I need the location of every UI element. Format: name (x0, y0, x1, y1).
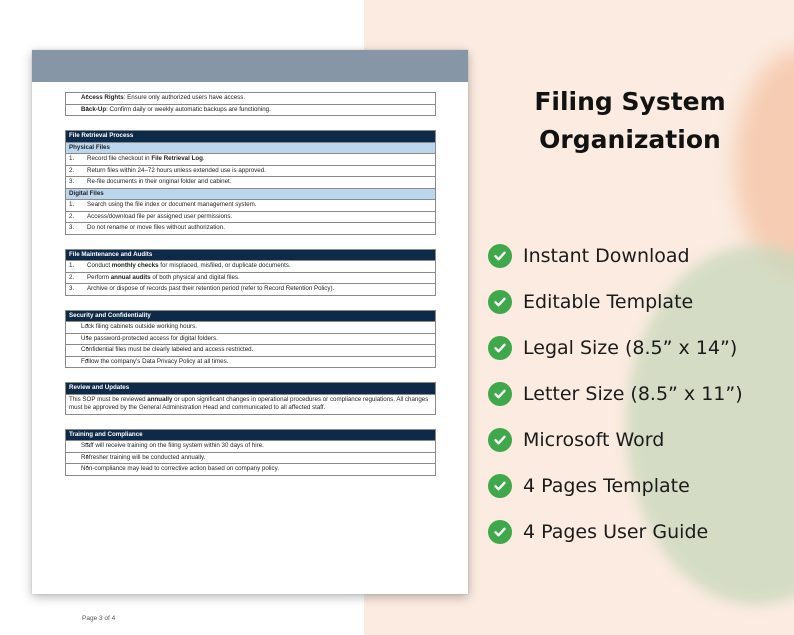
table-row (66, 104, 436, 116)
section-header: Security and Confidentiality (66, 310, 436, 322)
back-up-text: : Confirm daily or weekly automatic backups are functioning. (106, 105, 271, 113)
check-circle-icon (488, 336, 512, 360)
document-page-preview (32, 50, 468, 622)
feature-label: Instant Download (523, 245, 690, 267)
document-body (65, 92, 436, 490)
back-up-label: Back-Up (81, 105, 107, 113)
file-retrieval-table (65, 130, 436, 235)
page-number: Page 3 of 4 (82, 615, 116, 622)
table-row: • Use password-protected access for digital folders. (66, 333, 436, 345)
table-row: • Confidential files must be clearly labeled and access restricted. (66, 345, 436, 357)
sub-header: Digital Files (66, 188, 436, 200)
section-header: Training and Compliance (66, 429, 436, 441)
product-title (520, 83, 740, 159)
table-row (66, 394, 436, 414)
feature-item (488, 509, 743, 555)
feature-item (488, 463, 743, 509)
check-circle-icon (488, 474, 512, 498)
section-header: Review and Updates (66, 383, 436, 395)
check-circle-icon (488, 428, 512, 452)
table-row: 1. Conduct monthly checks for misplaced, misfiled, or duplicate documents. (66, 261, 436, 273)
table-row: 1. Record file checkout in File Retrieval Log. (66, 154, 436, 166)
review-paragraph: This SOP must be reviewed annually or upon significant changes in operational procedures or compliance regulations. All changes must be approved by the General Administration Head and communicated to all affected staff. (66, 394, 436, 414)
table-row: 2. Perform annual audits of both physical and digital files. (66, 272, 436, 284)
feature-item (488, 279, 743, 325)
feature-item (488, 417, 743, 463)
feature-label: Letter Size (8.5” x 11”) (523, 383, 743, 405)
table-row: 2. Return files within 24–72 hours unless extended use is approved. (66, 165, 436, 177)
feature-item (488, 325, 743, 371)
training-table (65, 429, 436, 476)
security-table (65, 310, 436, 369)
feature-label: Editable Template (523, 291, 694, 313)
table-row (66, 93, 436, 105)
table-row: 1. Search using the file index or document management system. (66, 200, 436, 212)
feature-label: 4 Pages Template (523, 475, 690, 497)
feature-item (488, 233, 743, 279)
title-line-2: Organization (539, 125, 721, 154)
table-row: 3. Do not rename or move files without authorization. (66, 223, 436, 235)
check-circle-icon (488, 382, 512, 406)
section-header: File Maintenance and Audits (66, 249, 436, 261)
table-row: • Non-compliance may lead to corrective action based on company policy. (66, 464, 436, 476)
access-rights-label: Access Rights (81, 94, 124, 101)
table-row: • Staff will receive training on the filing system within 30 days of hire. (66, 441, 436, 453)
check-circle-icon (488, 520, 512, 544)
document-header-bar (32, 50, 468, 82)
table-row: • Follow the company’s Data Privacy Policy at all times. (66, 356, 436, 368)
access-table (65, 92, 436, 116)
check-circle-icon (488, 244, 512, 268)
feature-label: Microsoft Word (523, 429, 665, 451)
table-row: 3. Archive or dispose of records past their retention period (refer to Record Retention Policy). (66, 284, 436, 296)
table-row: 2. Access/download file per assigned user permissions. (66, 211, 436, 223)
review-table (65, 382, 436, 415)
feature-item (488, 371, 743, 417)
access-rights-text: : Ensure only authorized users have access. (123, 94, 246, 101)
table-row: • Refresher training will be conducted annually. (66, 452, 436, 464)
title-line-1: Filing System (534, 87, 726, 116)
sub-header: Physical Files (66, 142, 436, 154)
feature-list (488, 233, 743, 555)
section-header: File Retrieval Process (66, 131, 436, 143)
table-row: • Lock filing cabinets outside working hours. (66, 322, 436, 334)
feature-label: 4 Pages User Guide (523, 521, 709, 543)
table-row: 3. Re-file documents in their original folder and cabinet. (66, 177, 436, 189)
file-maintenance-table (65, 249, 436, 296)
feature-label: Legal Size (8.5” x 14”) (523, 337, 738, 359)
check-circle-icon (488, 290, 512, 314)
